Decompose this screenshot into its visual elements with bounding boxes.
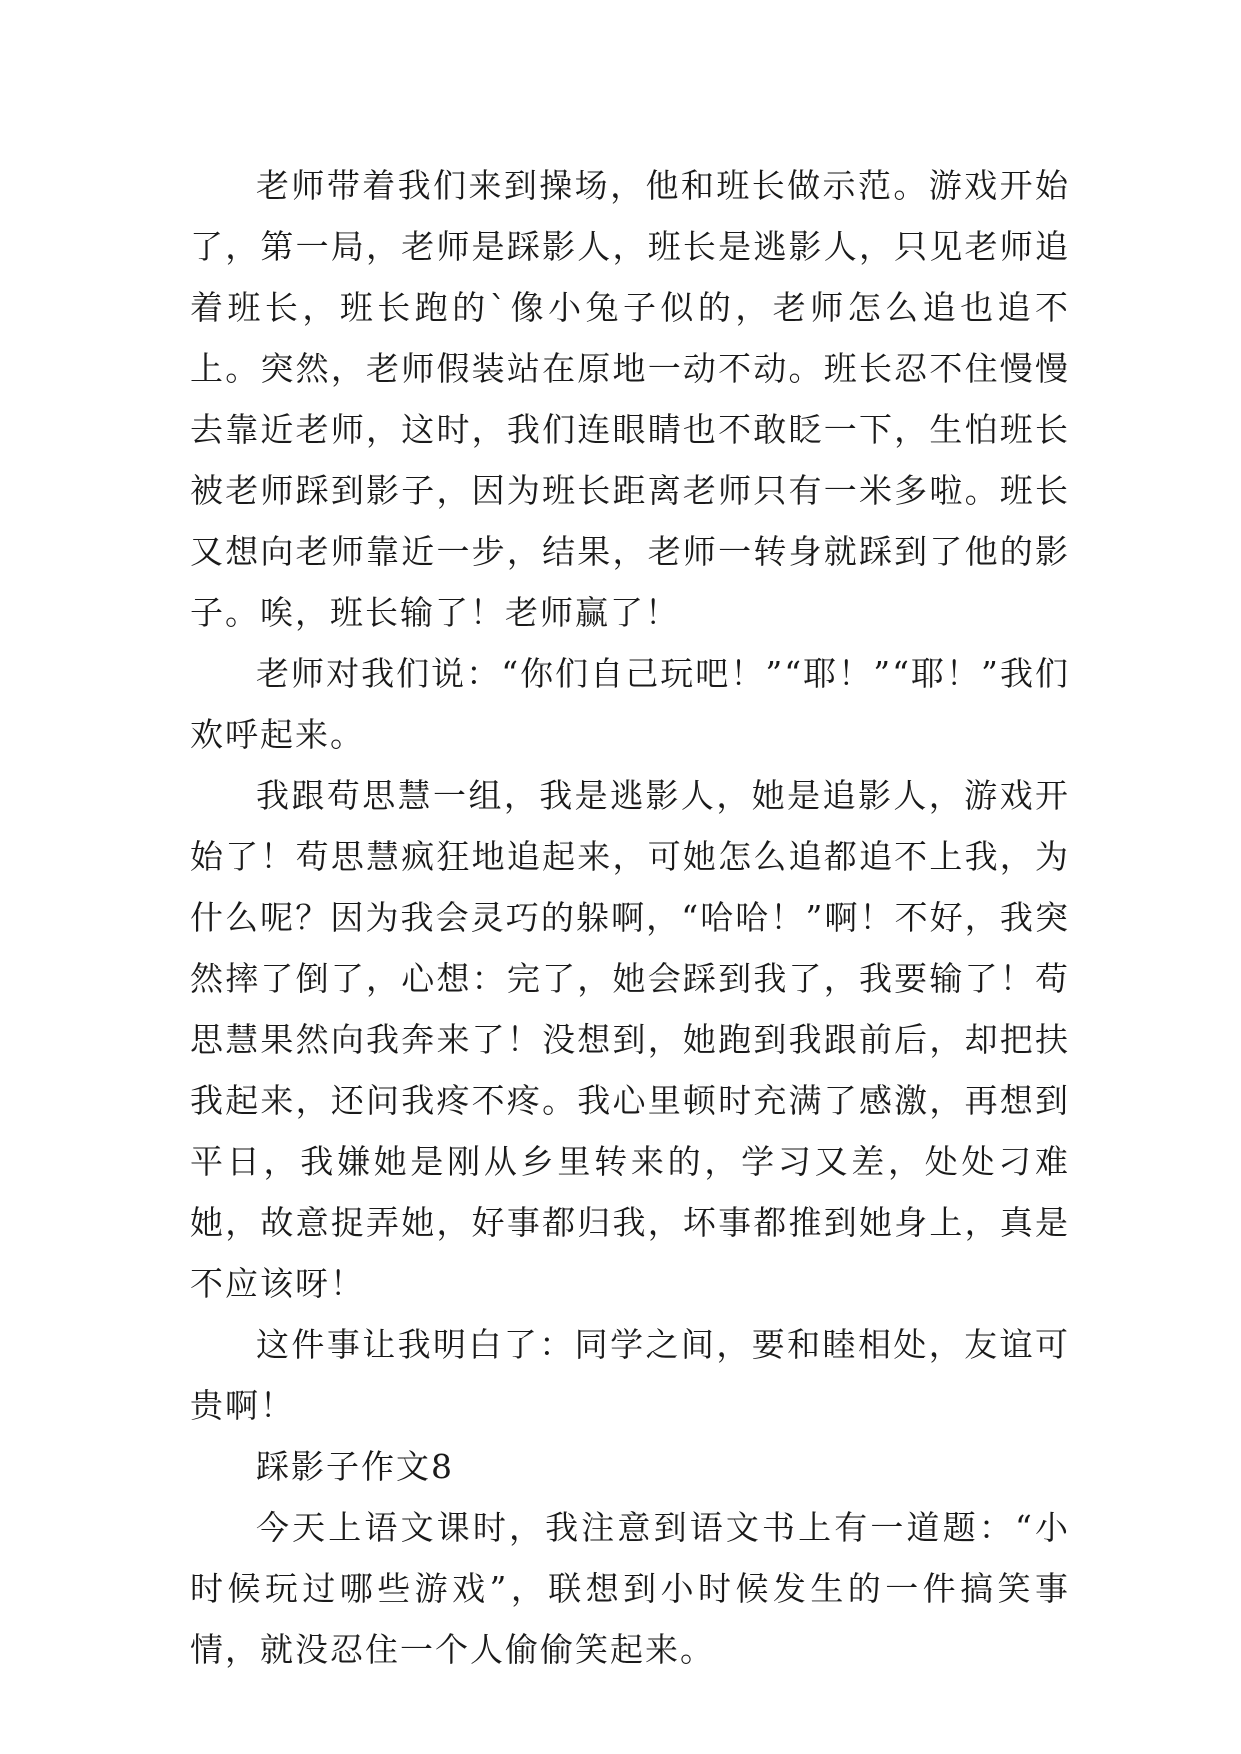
paragraph-teacher-says: 老师对我们说：“你们自己玩吧！”“耶！”“耶！”我们欢呼起来。 [190,654,1070,754]
paragraph-chinese-class: 今天上语文课时，我注意到语文书上有一道题：“小时候玩过哪些游戏”，联想到小时候发生的一件搞笑事情，就没忍住一个人偷偷笑起来。 [190,1508,1070,1669]
paragraph-lesson: 这件事让我明白了：同学之间，要和睦相处，友谊可贵啊！ [190,1325,1070,1425]
paragraph-game-with-gou: 我跟苟思慧一组，我是逃影人，她是追影人，游戏开始了！苟思慧疯狂地追起来，可她怎么追都追不上我，为什么呢？因为我会灵巧的躲啊，“哈哈！”啊！不好，我突然摔了倒了，心想：完了，她会踩到我了，我要输了！苟思慧果然向我奔来了！没想到，她跑到我跟前后，却把扶我起来，还问我疼不疼。我心里顿时充满了感激，再想到平日，我嫌她是刚从乡里转来的，学习又差，处处刁难她，故意捉弄她，好事都归我，坏事都推到她身上，真是不应该呀！ [190,776,1070,1303]
document-body [190,155,1070,1680]
section-heading: 踩影子作文8 [256,1447,454,1486]
paragraph-teacher-demo: 老师带着我们来到操场，他和班长做示范。游戏开始了，第一局，老师是踩影人，班长是逃影人，只见老师追着班长，班长跑的`像小兔子似的，老师怎么追也追不上。突然，老师假装站在原地一动不动。班长忍不住慢慢去靠近老师，这时，我们连眼睛也不敢眨一下，生怕班长被老师踩到影子，因为班长距离老师只有一米多啦。班长又想向老师靠近一步，结果，老师一转身就踩到了他的影子。唉，班长输了！老师赢了！ [190,166,1070,632]
